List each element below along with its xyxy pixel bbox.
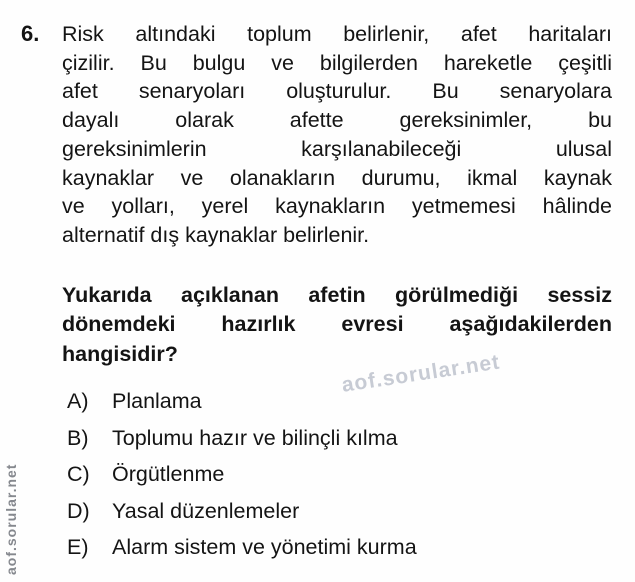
stem-line: Yukarıda açıklanan afetin görülmediği sessiz [62,282,612,307]
options-list [62,389,612,559]
stem-line: dönemdeki hazırlık evresi aşağıdakilerden [62,312,612,337]
option-row-b [62,426,612,450]
option-text: Alarm sistem ve yönetimi kurma [112,535,417,560]
question-number: 6. [21,21,40,46]
option-letter: C) [67,462,90,487]
option-text: Yasal düzenlemeler [112,498,300,523]
question-stem [62,281,612,370]
paragraph-line: afet senaryoları oluşturulur. Bu senaryolara [62,79,612,104]
stem-line: hangisidir? [62,342,178,367]
paragraph-line: çizilir. Bu bulgu ve bilgilerden hareketle çeşitli [62,50,612,75]
option-text: Örgütlenme [112,462,225,487]
option-letter: D) [67,498,90,523]
option-row-a [62,389,612,413]
option-row-e [62,535,612,559]
option-row-d [62,499,612,523]
watermark-vertical: aof.sorular.net [3,463,19,575]
option-text: Planlama [112,389,202,414]
question-body [62,20,612,572]
paragraph-line: ve yolları, yerel kaynakların yetmemesi hâlinde [62,194,612,219]
option-letter: A) [67,389,89,414]
paragraph-line: dayalı olarak afette gereksinimler, bu [62,108,612,133]
paragraph-line: kaynaklar ve olanakların durumu, ikmal kaynak [62,165,612,190]
watermark-diagonal: aof.sorular.net [340,350,502,397]
paragraph-line: gereksinimlerin karşılanabileceği ulusal [62,136,612,161]
option-letter: E) [67,535,89,560]
paragraph-line: alternatif dış kaynaklar belirlenir. [62,222,370,247]
question-paragraph [62,20,612,250]
option-letter: B) [67,425,89,450]
option-text: Toplumu hazır ve bilinçli kılma [112,425,398,450]
paragraph-line: Risk altındaki toplum belirlenir, afet haritaları [62,22,612,46]
option-row-c [62,462,612,486]
